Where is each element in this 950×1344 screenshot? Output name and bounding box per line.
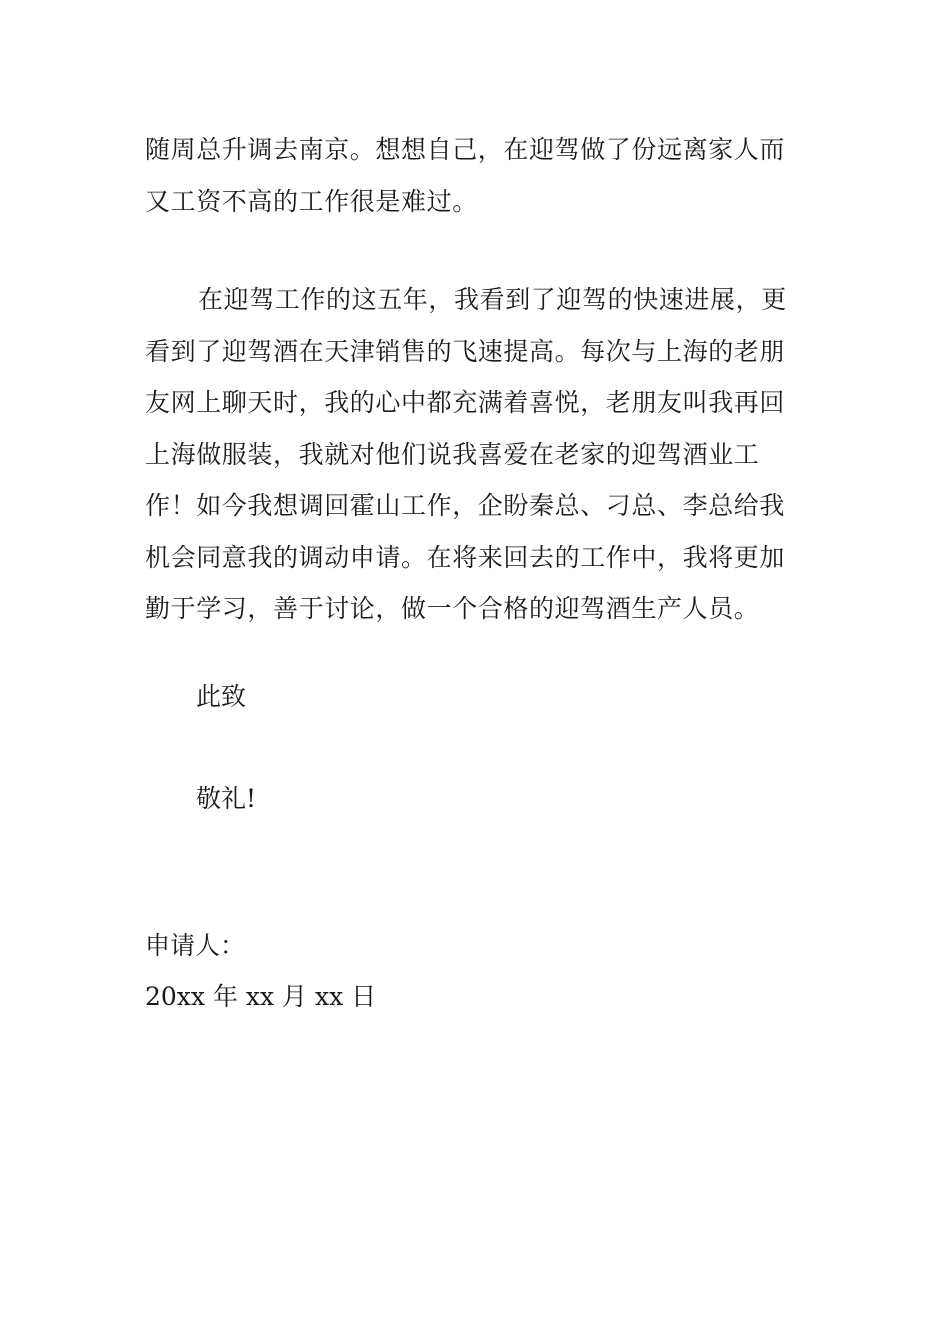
signature-date: 20xx 年 xx 月 xx 日: [145, 982, 377, 1011]
closing-salutation: 此致: [196, 682, 247, 711]
paragraph-continuation: 随周总升调去南京。想想自己，在迎驾做了份远离家人而又工资不高的工作很是难过。: [145, 135, 786, 216]
applicant-label: 申请人：: [145, 931, 246, 960]
paragraph-body: 在迎驾工作的这五年，我看到了迎驾的快速进展，更看到了迎驾酒在天津销售的飞速提高。每次与上海的老朋友网上聊天时，我的心中都充满着喜悦，老朋友叫我再回上海做服装，我就对他们说我喜爱在老家的迎驾酒业工作！如今我想调回霍山工作，企盼秦总、刁总、李总给我机会同意我的调动申请。在将来回去的工作中，我将更加勤于学习，善于讨论，做一个合格的迎驾酒生产人员。: [145, 285, 787, 623]
closing-regards: 敬礼!: [196, 784, 257, 813]
